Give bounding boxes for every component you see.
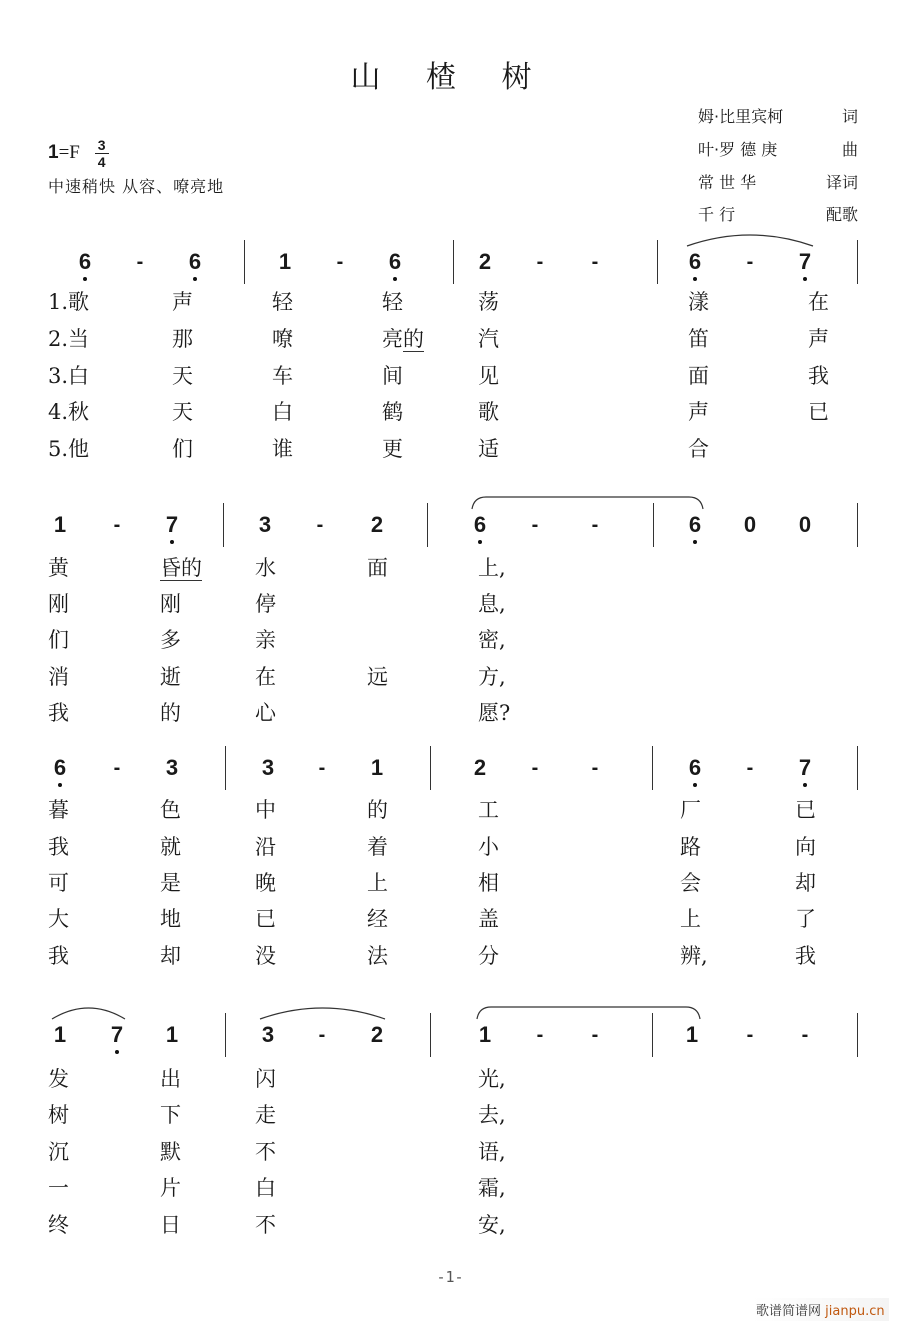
note: 0: [743, 512, 757, 537]
bar-line: [427, 503, 428, 547]
lyric-syllable: 白: [255, 1176, 276, 1200]
slur-icon: [52, 1003, 125, 1023]
lyric-syllable: 在: [255, 665, 276, 689]
note-extension-dash: -: [746, 1024, 754, 1046]
note-extension-dash: -: [591, 757, 599, 779]
lyric-syllable: 闪: [255, 1067, 276, 1091]
lyric-syllable: 上: [367, 871, 388, 895]
lyric-syllable: 远: [367, 665, 388, 689]
lyric-syllable: 3.白: [48, 364, 90, 388]
lyric-syllable: 更: [382, 437, 403, 461]
lyric-syllable: 安,: [478, 1213, 506, 1237]
note: 6: [680, 250, 710, 274]
credit-translator: [698, 170, 858, 193]
credit-role: 曲: [841, 140, 858, 159]
lyric-syllable: 已: [808, 400, 829, 424]
note-extension-dash: -: [536, 1024, 544, 1046]
lyric-syllable: 昏的: [160, 556, 202, 580]
lyric-syllable: 水: [255, 556, 276, 580]
note-extension-dash: -: [746, 251, 754, 273]
lyric-syllable: 经: [367, 907, 388, 931]
note: 1: [53, 512, 67, 537]
note: 6: [180, 250, 210, 274]
lyric-syllable: 分: [478, 944, 499, 968]
lyric-syllable: 那: [172, 327, 193, 351]
credit-name: 叶·罗 德 庚: [698, 140, 778, 159]
note-extension-dash: -: [136, 251, 144, 273]
note: 6: [70, 250, 100, 274]
lyric-syllable: 走: [255, 1103, 276, 1127]
lyric-syllable: 已: [795, 798, 816, 822]
time-signature-bottom: 4: [97, 154, 106, 170]
note: 1: [478, 1022, 492, 1047]
note-extension-dash: -: [336, 251, 344, 273]
credit-role: 配歌: [825, 205, 858, 224]
lyric-syllable: 的: [367, 798, 388, 822]
lyric-syllable: 出: [160, 1067, 181, 1091]
lyric-syllable: 没: [255, 944, 276, 968]
lyric-syllable: 多: [160, 628, 181, 652]
lyric-syllable: 着: [367, 835, 388, 859]
note: 6: [680, 756, 710, 780]
bar-line: [244, 240, 245, 284]
credit-name: 千 行: [698, 205, 736, 224]
lyric-syllable: 去,: [478, 1103, 506, 1127]
note: 3: [165, 755, 179, 780]
note: 1: [278, 249, 292, 274]
lyric-syllable: 的: [160, 701, 181, 725]
lyric-syllable: 亮的: [382, 327, 424, 351]
lyric-syllable: 地: [160, 907, 181, 931]
lyric-syllable: 轻: [272, 290, 293, 314]
note: 7: [790, 756, 820, 780]
note: 1: [370, 755, 384, 780]
lyric-syllable: 刚: [160, 592, 181, 616]
note-extension-dash: -: [746, 757, 754, 779]
note-extension-dash: -: [531, 757, 539, 779]
lyric-syllable: 暮: [48, 798, 69, 822]
lyric-syllable: 黄: [48, 556, 69, 580]
note-extension-dash: -: [113, 757, 121, 779]
lyric-syllable: 汽: [478, 327, 499, 351]
bar-line: [225, 746, 226, 790]
note: 2: [370, 512, 384, 537]
lyric-syllable: 路: [680, 835, 701, 859]
note: 1: [685, 1022, 699, 1047]
bar-line: [223, 503, 224, 547]
lyric-syllable: 沉: [48, 1140, 69, 1164]
credit-name: 姆·比里宾柯: [698, 107, 784, 126]
lyric-syllable: 天: [172, 400, 193, 424]
lyric-syllable: 息,: [478, 592, 506, 616]
key-signature: [48, 138, 109, 169]
note-extension-dash: -: [318, 1024, 326, 1046]
lyric-syllable: 霜,: [478, 1176, 506, 1200]
lyric-syllable: 日: [160, 1213, 181, 1237]
tempo-marking: 中速稍快 从容、嘹亮地: [48, 177, 225, 196]
lyric-syllable: 4.秋: [48, 400, 90, 424]
watermark-domain: jianpu.cn: [825, 1304, 885, 1319]
lyric-syllable: 面: [367, 556, 388, 580]
lyric-syllable: 下: [160, 1103, 181, 1127]
lyric-syllable: 已: [255, 907, 276, 931]
slur-icon: [477, 1003, 700, 1023]
lyric-syllable: 方,: [478, 665, 506, 689]
page-number: -1-: [436, 1268, 464, 1286]
lyric-syllable: 1.歌: [48, 290, 90, 314]
lyric-syllable: 不: [255, 1213, 276, 1237]
lyric-syllable: 嘹: [272, 327, 293, 351]
lyric-syllable: 笛: [688, 327, 709, 351]
lyric-syllable: 白: [272, 400, 293, 424]
lyric-syllable: 上,: [478, 556, 506, 580]
note: 6: [380, 250, 410, 274]
bar-line: [453, 240, 454, 284]
lyric-syllable: 却: [795, 871, 816, 895]
lyric-syllable: 我: [808, 364, 829, 388]
lyric-syllable: 逝: [160, 665, 181, 689]
note: 6: [45, 756, 75, 780]
lyric-syllable: 发: [48, 1067, 69, 1091]
slur-icon: [260, 1003, 385, 1023]
lyric-syllable: 亲: [255, 628, 276, 652]
bar-line: [657, 240, 658, 284]
lyric-syllable: 树: [48, 1103, 69, 1127]
note-extension-dash: -: [318, 757, 326, 779]
note-extension-dash: -: [536, 251, 544, 273]
lyric-syllable: 语,: [478, 1140, 506, 1164]
slur-icon: [472, 493, 703, 513]
credit-lyricist: [698, 104, 858, 127]
note: 6: [465, 513, 495, 537]
lyric-syllable: 是: [160, 871, 181, 895]
lyric-syllable: 就: [160, 835, 181, 859]
key-equals: =F: [58, 141, 80, 163]
lyric-syllable: 可: [48, 871, 69, 895]
note: 1: [53, 1022, 67, 1047]
lyric-syllable: 愿?: [478, 701, 511, 725]
lyric-syllable: 谁: [272, 437, 293, 461]
lyric-syllable: 终: [48, 1213, 69, 1237]
note-extension-dash: -: [113, 514, 121, 536]
lyric-syllable: 了: [795, 907, 816, 931]
lyric-syllable: 面: [688, 364, 709, 388]
song-title: 山 楂 树: [350, 60, 550, 95]
note: 3: [258, 512, 272, 537]
time-signature: [95, 138, 109, 169]
lyric-syllable: 向: [795, 835, 816, 859]
note-extension-dash: -: [591, 251, 599, 273]
time-signature-top: 3: [97, 137, 106, 153]
note: 2: [478, 249, 492, 274]
credit-name: 常 世 华: [698, 173, 757, 192]
note-extension-dash: -: [591, 514, 599, 536]
key-tonic: 1: [48, 141, 59, 163]
lyric-syllable: 中: [255, 798, 276, 822]
lyric-syllable: 法: [367, 944, 388, 968]
note: 3: [261, 755, 275, 780]
lyric-syllable: 车: [272, 364, 293, 388]
bar-line: [857, 503, 858, 547]
bar-line: [857, 240, 858, 284]
note-extension-dash: -: [591, 1024, 599, 1046]
lyric-syllable: 间: [382, 364, 403, 388]
lyric-syllable: 见: [478, 364, 499, 388]
note: 3: [261, 1022, 275, 1047]
bar-line: [652, 746, 653, 790]
lyric-syllable: 我: [48, 835, 69, 859]
lyric-syllable: 2.当: [48, 327, 90, 351]
lyric-syllable: 天: [172, 364, 193, 388]
lyric-syllable: 光,: [478, 1067, 506, 1091]
lyric-syllable: 歌: [478, 400, 499, 424]
note: 6: [680, 513, 710, 537]
watermark-site-name: 歌谱简谱网: [756, 1304, 822, 1319]
lyric-syllable: 在: [808, 290, 829, 314]
bar-line: [430, 1013, 431, 1057]
credit-role: 词: [841, 107, 858, 126]
lyric-syllable: 声: [808, 327, 829, 351]
bar-line: [430, 746, 431, 790]
lyric-syllable: 密,: [478, 628, 506, 652]
lyric-syllable: 沿: [255, 835, 276, 859]
lyric-syllable: 心: [255, 701, 276, 725]
lyric-syllable: 我: [795, 944, 816, 968]
note-extension-dash: -: [316, 514, 324, 536]
lyric-syllable: 一: [48, 1176, 69, 1200]
note: 2: [370, 1022, 384, 1047]
lyric-syllable: 适: [478, 437, 499, 461]
lyric-syllable: 小: [478, 835, 499, 859]
note: 1: [165, 1022, 179, 1047]
note: 0: [798, 512, 812, 537]
lyric-syllable: 却: [160, 944, 181, 968]
lyric-syllable: 盖: [478, 907, 499, 931]
note-extension-dash: -: [531, 514, 539, 536]
lyric-syllable: 声: [172, 290, 193, 314]
lyric-syllable: 不: [255, 1140, 276, 1164]
lyric-syllable: 辨,: [680, 944, 708, 968]
lyric-syllable: 片: [160, 1176, 181, 1200]
lyric-syllable: 轻: [382, 290, 403, 314]
lyric-syllable: 晚: [255, 871, 276, 895]
lyric-syllable: 相: [478, 871, 499, 895]
lyric-syllable: 鹤: [382, 400, 403, 424]
lyric-syllable: 们: [172, 437, 193, 461]
credit-composer: [698, 137, 858, 160]
lyric-syllable: 会: [680, 871, 701, 895]
lyric-syllable: 荡: [478, 290, 499, 314]
bar-line: [225, 1013, 226, 1057]
lyric-syllable: 们: [48, 628, 69, 652]
credit-role: 译词: [825, 173, 858, 192]
lyric-syllable: 停: [255, 592, 276, 616]
lyric-syllable: 厂: [680, 798, 701, 822]
note: 7: [102, 1023, 132, 1047]
lyric-syllable: 工: [478, 798, 499, 822]
bar-line: [857, 746, 858, 790]
note: 2: [473, 755, 487, 780]
lyric-syllable: 刚: [48, 592, 69, 616]
lyric-syllable: 上: [680, 907, 701, 931]
note: 7: [157, 513, 187, 537]
lyric-syllable: 色: [160, 798, 181, 822]
lyric-syllable: 我: [48, 701, 69, 725]
credit-arranger: [698, 202, 858, 225]
lyric-syllable: 声: [688, 400, 709, 424]
slur-icon: [687, 230, 813, 250]
bar-line: [857, 1013, 858, 1057]
note-extension-dash: -: [801, 1024, 809, 1046]
lyric-syllable: 合: [688, 437, 709, 461]
lyric-syllable: 默: [160, 1140, 181, 1164]
watermark: [752, 1298, 889, 1321]
note: 7: [790, 250, 820, 274]
lyric-syllable: 消: [48, 665, 69, 689]
lyric-syllable: 大: [48, 907, 69, 931]
lyric-syllable: 5.他: [48, 437, 90, 461]
lyric-syllable: 我: [48, 944, 69, 968]
lyric-syllable: 漾: [688, 290, 709, 314]
